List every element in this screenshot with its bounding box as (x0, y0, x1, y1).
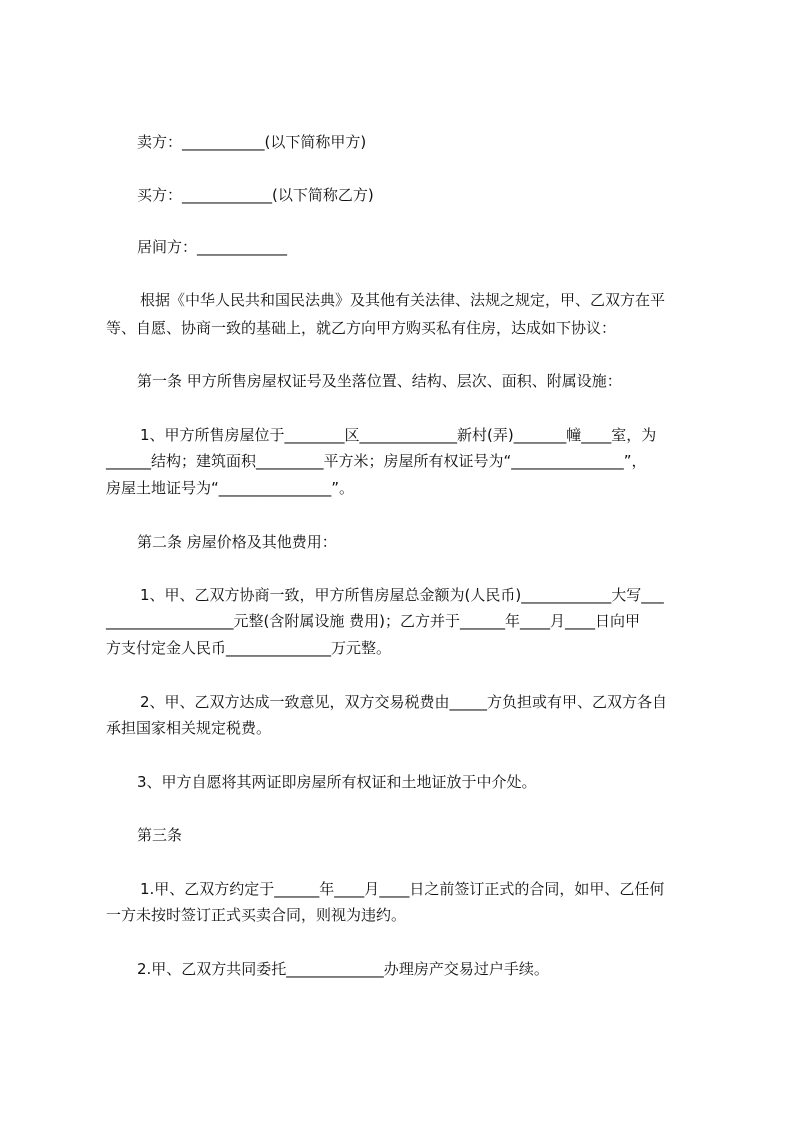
article3-item2: 2.甲、乙双方共同委托_____________办理房产交易过户手续。 (137, 960, 549, 978)
article2-item2-line-1: 2、甲、乙双方达成一致意见，双方交易税费由_____方负担或有甲、乙双方各自 (140, 693, 668, 711)
preamble-line-2: 等、自愿、协商一致的基础上，就乙方向甲方购买私有住房，达成如下协议： (106, 319, 617, 337)
article3-item1-line-1: 1.甲、乙双方约定于______年____月____日之前签订正式的合同，如甲、乙任何 (140, 880, 665, 898)
seller-line: 卖方：___________(以下简称甲方) (137, 133, 367, 151)
article1-item1-line-2: ______结构；建筑面积_________平方米；房屋所有权证号为“_______________”， (106, 452, 647, 470)
article2-item3: 3、甲方自愿将其两证即房屋所有权证和土地证放于中介处。 (137, 773, 537, 791)
article1-title: 第一条 甲方所售房屋权证号及坐落位置、结构、层次、面积、附属设施： (137, 372, 622, 390)
article2-item1-line-3: 方支付定金人民币______________万元整。 (106, 639, 392, 657)
article2-item1-line-2: _________________元整(含附属设施 费用)；乙方并于______年____月____日向甲 (106, 612, 640, 630)
intermediary-line: 居间方：____________ (137, 238, 288, 256)
preamble-line-1: 根据《中华人民共和国民法典》及其他有关法律、法规之规定，甲、乙双方在平 (140, 291, 666, 309)
article1-item1-line-1: 1、甲方所售房屋位于________区_____________新村(弄)_______幢____室，为 (140, 426, 657, 444)
buyer-line: 买方：____________(以下简称乙方) (137, 186, 374, 204)
article3-item1-line-2: 一方未按时签订正式买卖合同，则视为违约。 (106, 906, 407, 924)
article2-title: 第二条 房屋价格及其他费用： (137, 533, 337, 551)
article1-item1-line-3: 房屋土地证号为“_______________”。 (106, 479, 355, 497)
article2-item1-line-1: 1、甲、乙双方协商一致，甲方所售房屋总金额为(人民币)____________大写___ (140, 586, 664, 604)
article3-title: 第三条 (137, 826, 183, 844)
article2-item2-line-2: 承担国家相关规定税费。 (106, 719, 272, 737)
